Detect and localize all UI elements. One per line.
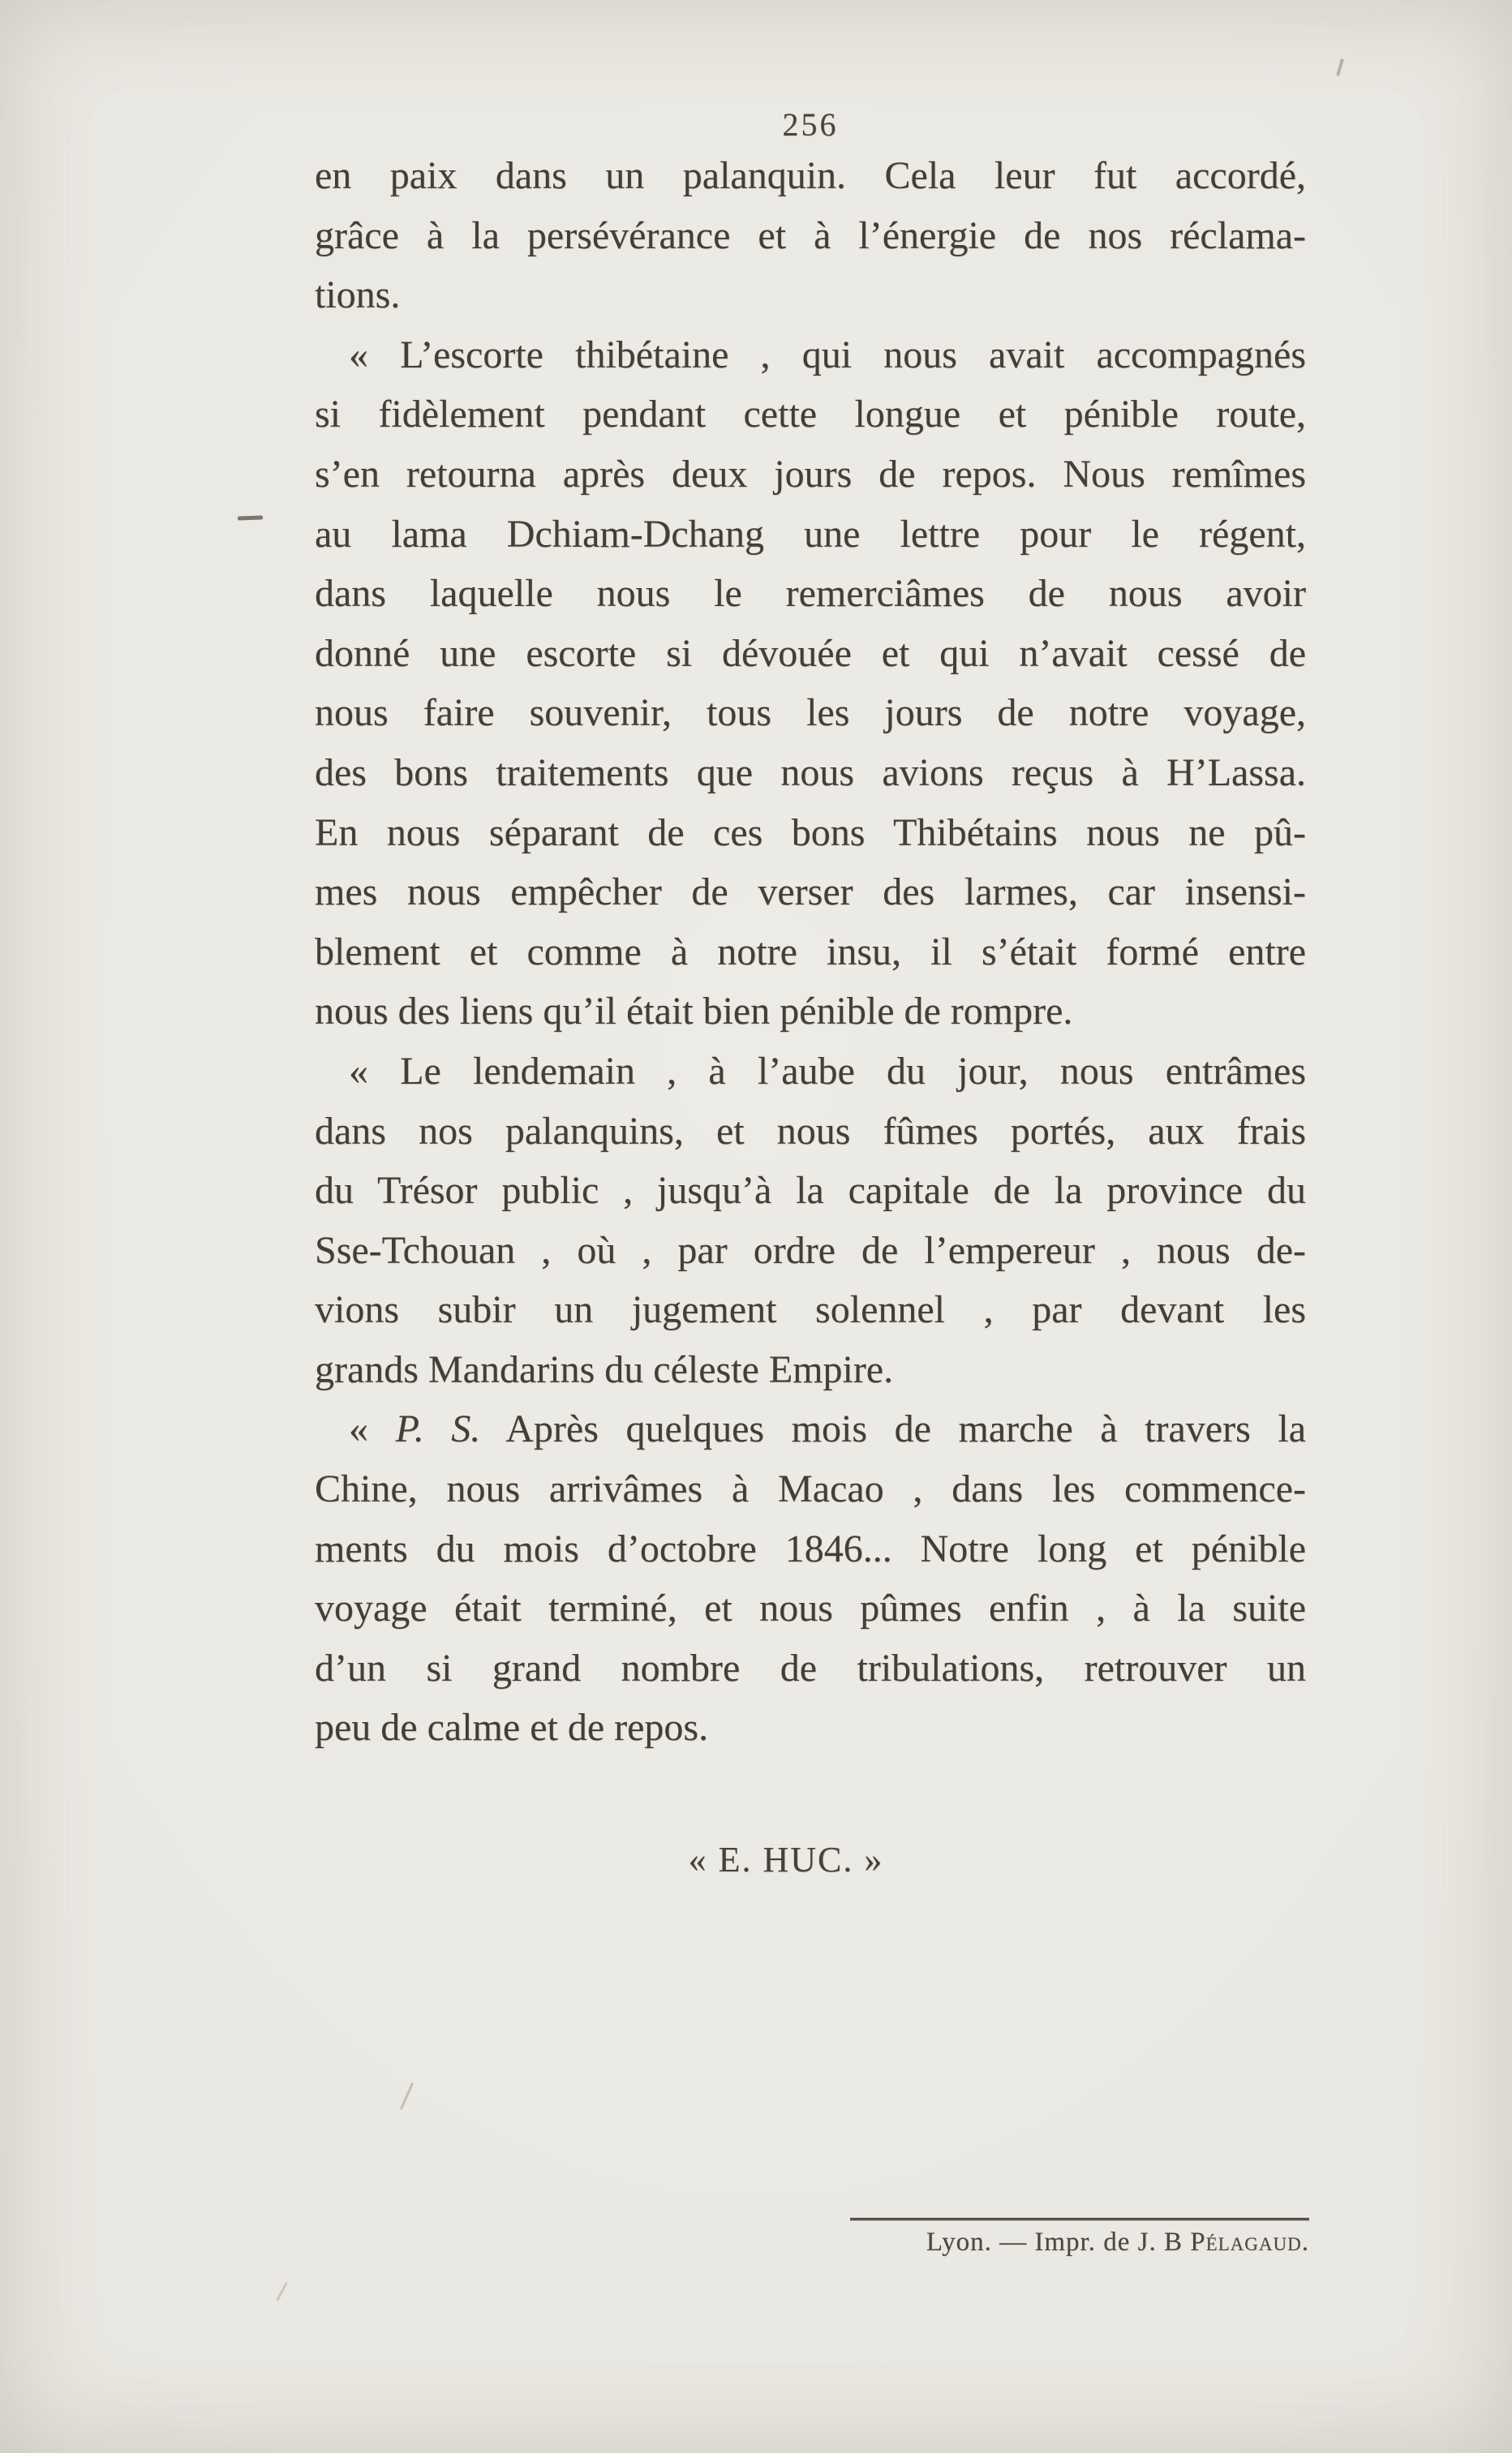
- text-line: donné une escorte si dévouée et qui n’avait cessé de: [315, 631, 1306, 675]
- paragraph-continuation: [315, 146, 1306, 325]
- paragraph-postscript: [315, 1399, 1306, 1758]
- imprint-text: [850, 2227, 1309, 2258]
- author-signature: « E. HUC. »: [688, 1840, 884, 1880]
- paragraph-lines: [315, 1042, 1306, 1400]
- text-line: mes nous empêcher de verser des larmes, car insensi-: [315, 870, 1306, 914]
- paragraph-lines: [315, 146, 1306, 325]
- text-line: ments du mois d’octobre 1846... Notre long et pénible: [315, 1527, 1306, 1570]
- text-line: tions.: [315, 273, 401, 317]
- text-line: dans laquelle nous le remerciâmes de nous avoir: [315, 572, 1306, 616]
- text-line: nous des liens qu’il était bien pénible de rompre.: [315, 990, 1073, 1033]
- margin-mark: [238, 515, 263, 520]
- text-line: « L’escorte thibétaine , qui nous avait accompagnés: [349, 333, 1306, 376]
- text-line: blement et comme à notre insu, il s’était formé entre: [315, 930, 1306, 973]
- postscript-first-line: Après quelques mois de marche à travers la: [480, 1407, 1307, 1451]
- text-line: grands Mandarins du céleste Empire.: [315, 1347, 894, 1391]
- paragraph-departure: [315, 1042, 1306, 1400]
- text-line: peu de calme et de repos.: [315, 1706, 709, 1750]
- text-line: Sse-Tchouan , où , par ordre de l’empereur , nous de-: [315, 1228, 1306, 1272]
- paragraph-escort: [315, 325, 1306, 1042]
- text-line: Chine, nous arrivâmes à Macao , dans les commence-: [315, 1467, 1306, 1511]
- text-block: [315, 146, 1306, 1880]
- pencil-mark: [400, 2082, 414, 2110]
- quote-open-mark: «: [349, 1407, 396, 1451]
- text-line: dans nos palanquins, et nous fûmes portés, aux frais: [315, 1109, 1306, 1153]
- text-line: [315, 1399, 1306, 1459]
- imprint-printer-name: Pélagaud.: [1190, 2227, 1309, 2257]
- text-line: « Le lendemain , à l’aube du jour, nous entrâmes: [349, 1049, 1306, 1093]
- imprint-block: [850, 2218, 1309, 2258]
- text-line: grâce à la persévérance et à l’énergie de nos réclama-: [315, 213, 1306, 257]
- text-line: du Trésor public , jusqu’à la capitale de la province du: [315, 1169, 1306, 1213]
- page-number: 256: [782, 106, 839, 143]
- text-line: vions subir un jugement solennel , par devant les: [315, 1288, 1306, 1332]
- pencil-mark: [276, 2282, 288, 2301]
- text-line: nous faire souvenir, tous les jours de notre voyage,: [315, 691, 1306, 735]
- text-line: d’un si grand nombre de tribulations, retrouver un: [315, 1646, 1306, 1690]
- text-line: En nous séparant de ces bons Thibétains nous ne pû-: [315, 810, 1306, 854]
- imprint-rule: [850, 2218, 1309, 2221]
- text-line: s’en retourna après deux jours de repos. Nous remîmes: [315, 452, 1306, 496]
- text-line: au lama Dchiam-Dchang une lettre pour le régent,: [315, 512, 1306, 556]
- text-line: voyage était terminé, et nous pûmes enfin , à la suite: [315, 1587, 1306, 1630]
- text-line: des bons traitements que nous avions reçus à H’Lassa.: [315, 750, 1306, 794]
- text-line: en paix dans un palanquin. Cela leur fut accordé,: [315, 154, 1306, 197]
- text-line: si fidèlement pendant cette longue et pénible route,: [315, 393, 1306, 436]
- paragraph-lines: [315, 1459, 1306, 1758]
- paragraph-lines: [315, 325, 1306, 1042]
- scan-artifact-topright: [1336, 58, 1344, 76]
- postscript-label: P. S.: [395, 1407, 481, 1451]
- imprint-place: Lyon. — Impr. de J. B: [926, 2227, 1191, 2257]
